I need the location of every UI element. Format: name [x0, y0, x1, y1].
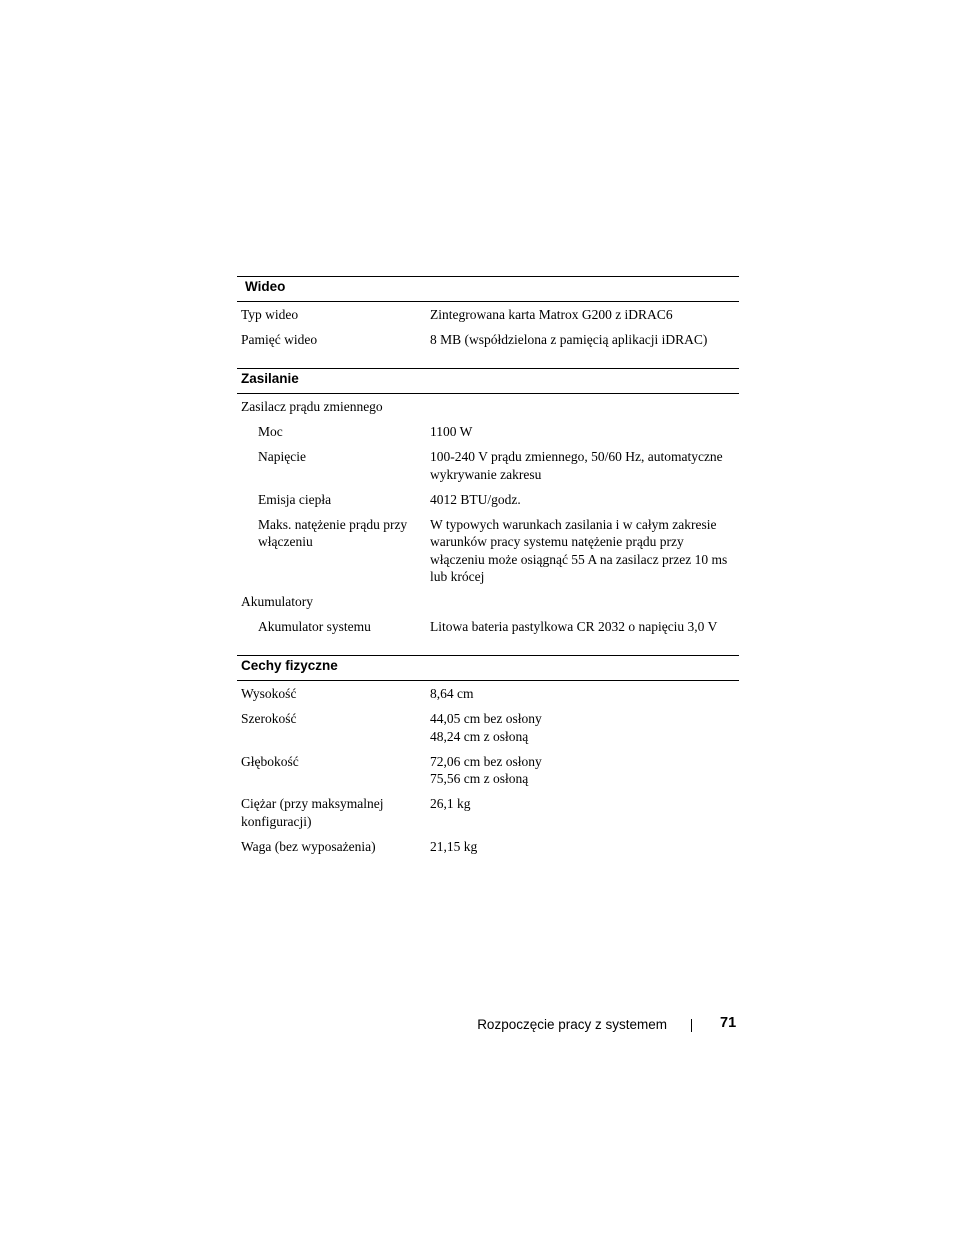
spec-label: Akumulatory [241, 594, 313, 609]
spec-label: Zasilacz prądu zmiennego [241, 399, 383, 414]
spec-value: 100-240 V prądu zmiennego, 50/60 Hz, automatyczne wykrywanie zakresu [430, 449, 723, 482]
section-body [237, 681, 739, 875]
spec-value: 26,1 kg [430, 796, 471, 811]
spec-value: Litowa bateria pastylkowa CR 2032 o napięciu 3,0 V [430, 619, 718, 634]
spec-label: Emisja ciepła [258, 491, 332, 507]
section-body [237, 302, 739, 368]
spec-label: Akumulator systemu [258, 619, 371, 634]
spec-value [430, 753, 739, 788]
spec-value: 21,15 kg [430, 838, 478, 854]
spec-value-line: 75,56 cm z osłoną [430, 771, 529, 786]
section-power [237, 368, 739, 655]
spec-label: Maks. natężenie prądu przy włączeniu [258, 516, 408, 549]
spec-row-weight-max [237, 795, 739, 830]
section-heading: Wideo [237, 276, 739, 302]
spec-row-weight-empty [237, 838, 739, 856]
spec-row-video-type [237, 306, 739, 324]
spec-row-batteries [237, 593, 739, 611]
spec-value-line: 44,05 cm bez osłony [430, 711, 542, 726]
section-heading: Cechy fizyczne [237, 655, 739, 681]
spec-row-video-memory [237, 331, 739, 349]
spec-label: Moc [258, 424, 283, 439]
spec-value [430, 593, 739, 611]
spec-label: Typ wideo [241, 307, 299, 322]
spec-row-inrush-current [237, 516, 739, 586]
spec-table [237, 276, 739, 875]
spec-value: W typowych warunkach zasilania i w całym zakresie warunków pracy systemu natężenie prądu przy włączeniu może osiągnąć 55 A na zasilacz przez 10 ms lub krócej [430, 516, 728, 584]
spec-row-ac-supply [237, 398, 739, 416]
spec-label: Waga (bez wyposażenia) [241, 838, 376, 854]
spec-row-wattage [237, 423, 739, 441]
footer-separator [691, 1019, 692, 1032]
spec-label: Pamięć wideo [241, 332, 318, 347]
spec-value [430, 710, 739, 745]
page-footer [0, 1015, 954, 1035]
spec-label: Głębokość [241, 753, 299, 769]
spec-value: Zintegrowana karta Matrox G200 z iDRAC6 [430, 307, 673, 322]
section-video [237, 276, 739, 368]
spec-value: 1100 W [430, 424, 473, 439]
spec-value-line: 48,24 cm z osłoną [430, 728, 529, 744]
spec-label: Ciężar (przy maksymalnej konfiguracji) [241, 796, 384, 829]
spec-value: 8,64 cm [430, 686, 474, 701]
spec-row-voltage [237, 448, 739, 483]
spec-row-height [237, 685, 739, 703]
spec-row-depth [237, 753, 739, 788]
page-number: 71 [720, 1015, 737, 1031]
spec-value: 8 MB (współdzielona z pamięcią aplikacji iDRAC) [430, 332, 708, 347]
spec-label: Napięcie [258, 449, 306, 464]
spec-value [430, 398, 739, 416]
spec-value-line: 72,06 cm bez osłony [430, 753, 542, 769]
spec-label: Wysokość [241, 686, 297, 701]
section-heading: Zasilanie [237, 368, 739, 394]
section-physical [237, 655, 739, 875]
spec-row-width [237, 710, 739, 745]
spec-value: 4012 BTU/godz. [430, 491, 521, 507]
section-body [237, 394, 739, 655]
spec-row-system-battery [237, 618, 739, 636]
footer-chapter-title: Rozpoczęcie pracy z systemem [477, 1017, 667, 1032]
spec-label: Szerokość [241, 711, 297, 726]
spec-row-heat-dissipation [237, 491, 739, 509]
